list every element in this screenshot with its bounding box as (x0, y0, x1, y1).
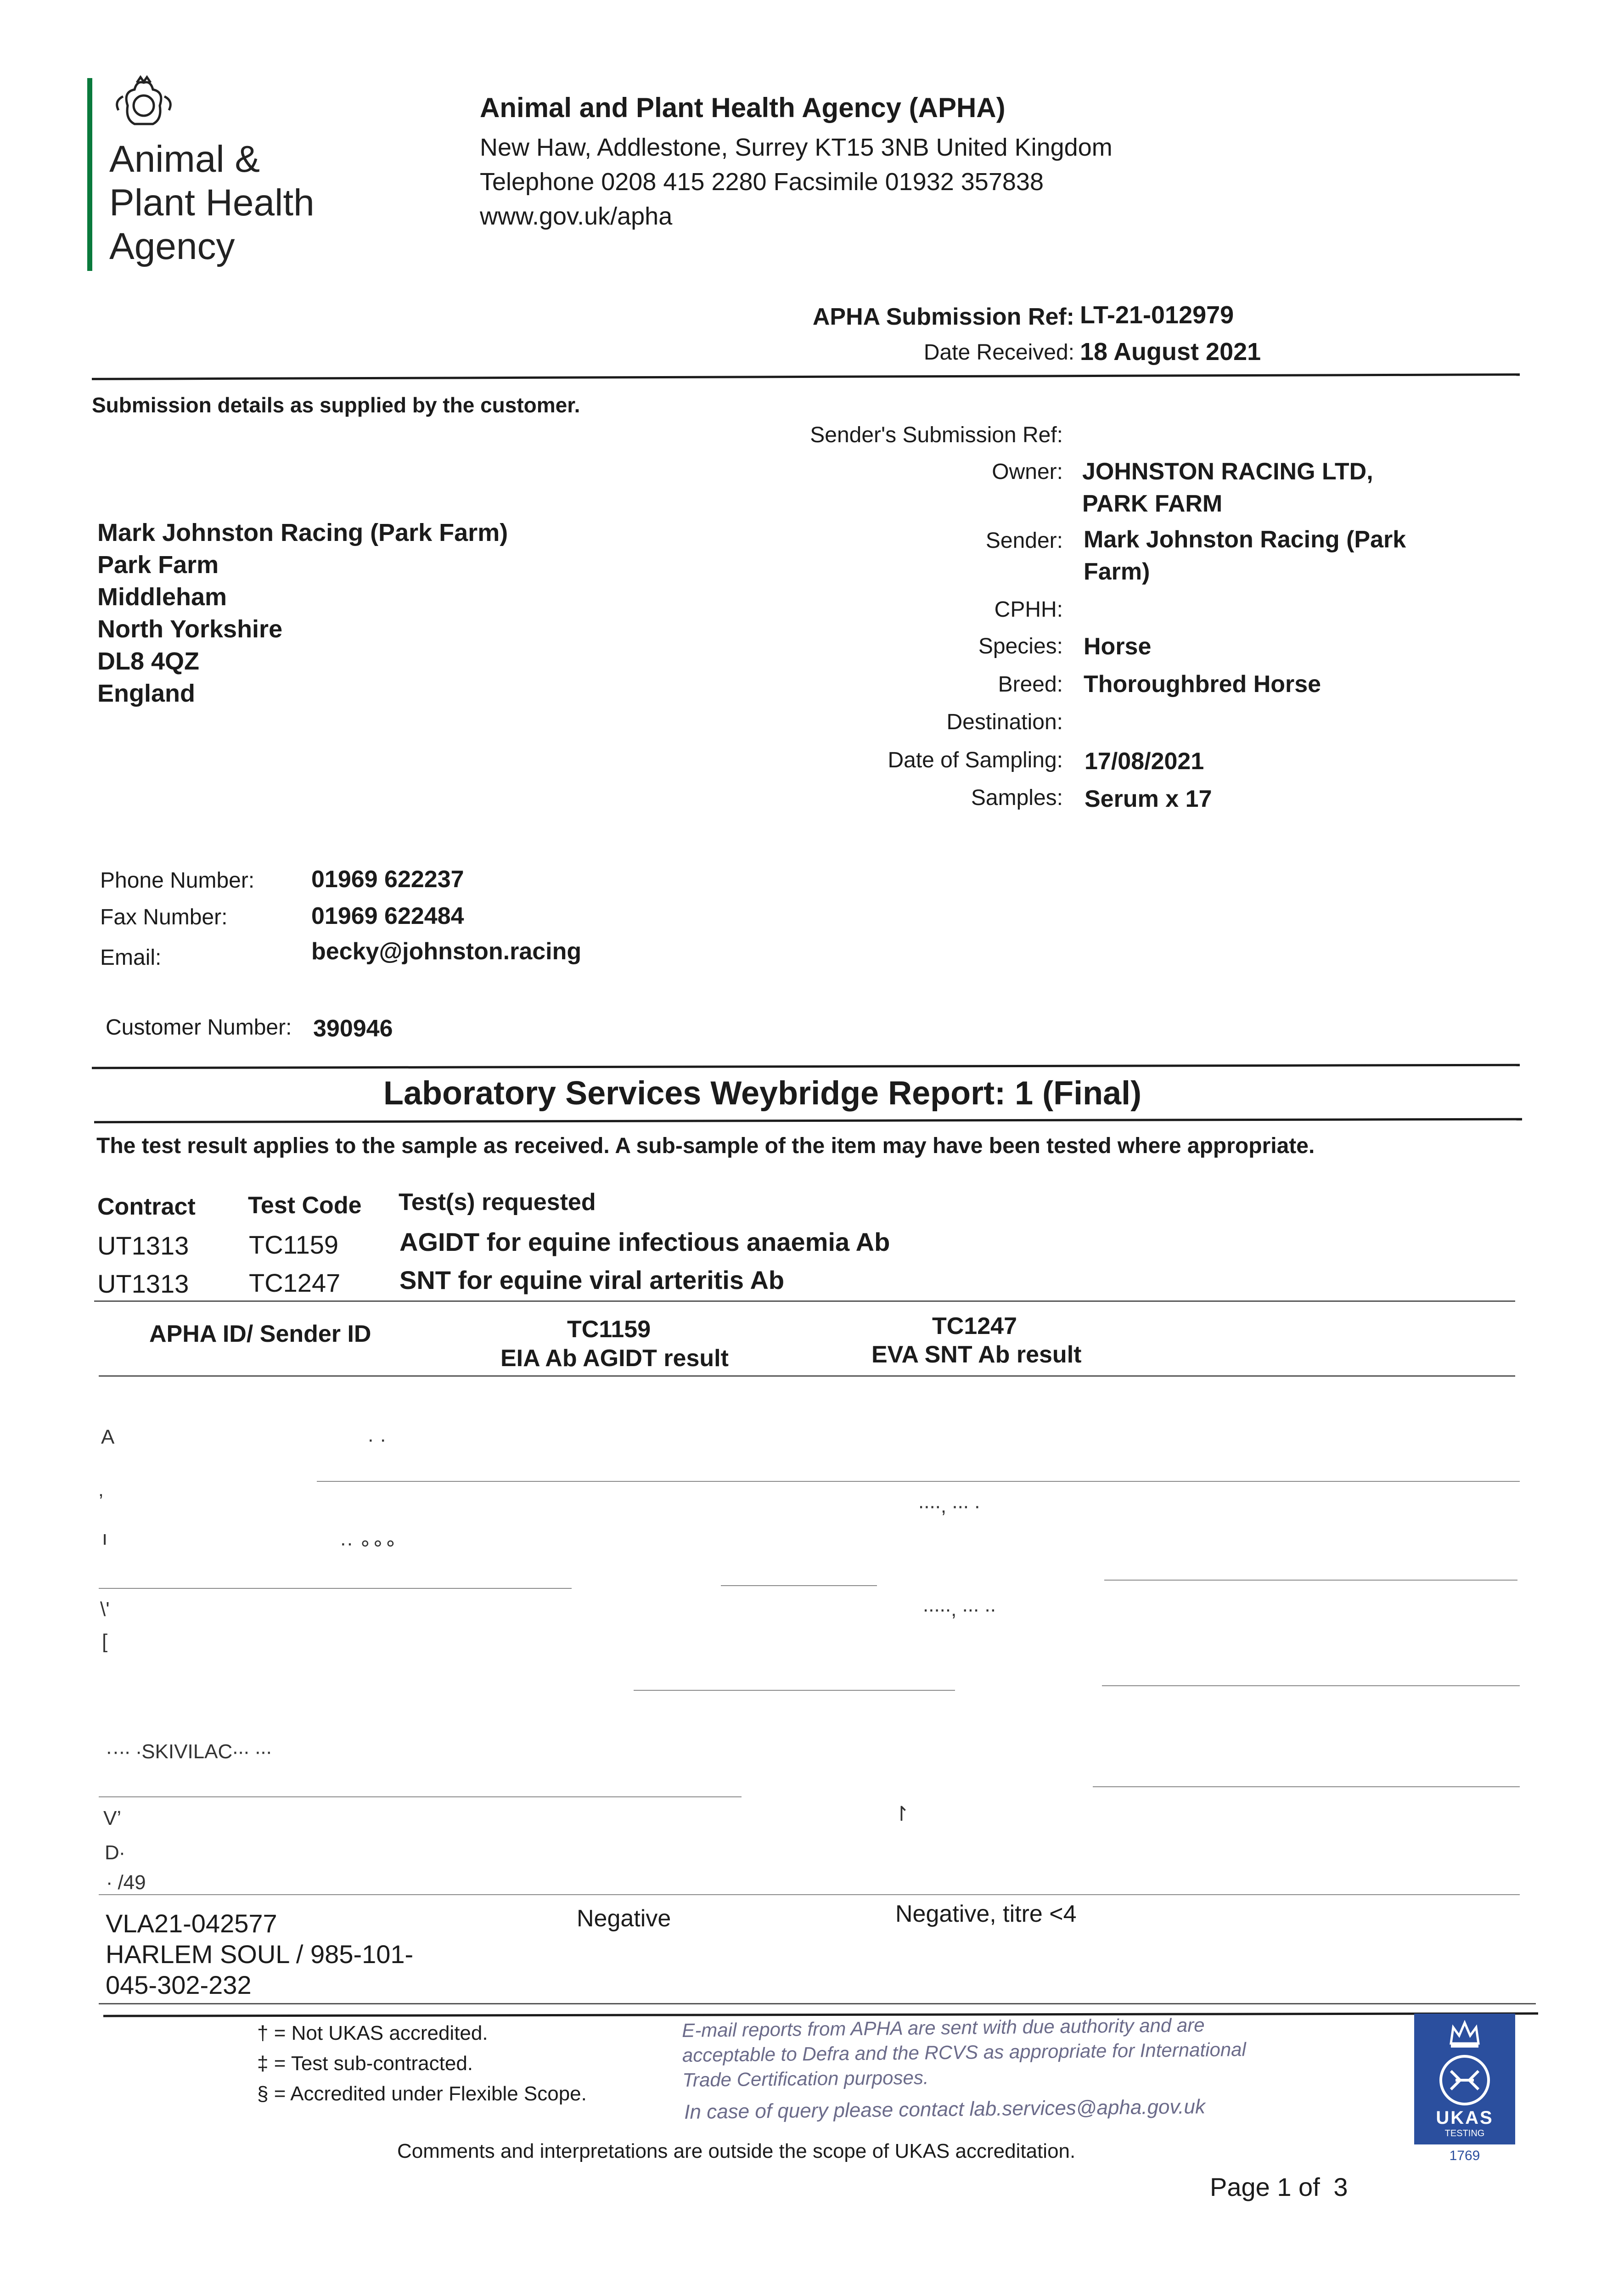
report-title: Laboratory Services Weybridge Report: 1 (Final) (383, 1075, 1142, 1112)
test-name: AGIDT for equine infectious anaemia Ab (399, 1227, 890, 1256)
sender-value-1: Mark Johnston Racing (Park (1084, 526, 1406, 553)
cphh-label: CPHH: (994, 597, 1063, 622)
customer-number-value: 390946 (313, 1015, 393, 1042)
logo-line-1: Animal & (109, 138, 260, 180)
address-line: Mark Johnston Racing (Park Farm) (97, 519, 508, 546)
breed-label: Breed: (998, 672, 1063, 697)
senders-ref-label: Sender's Submission Ref: (810, 423, 1063, 447)
ukas-emblem-icon (1437, 2053, 1492, 2108)
species-value: Horse (1084, 633, 1152, 660)
owner-value-1: JOHNSTON RACING LTD, (1082, 458, 1373, 485)
row-separator (317, 1481, 1520, 1482)
owner-value-2: PARK FARM (1082, 490, 1223, 517)
agency-logo (87, 73, 344, 276)
row-separator (1102, 1685, 1520, 1686)
redacted-fragment: A (101, 1426, 115, 1448)
result-id-line-2: HARLEM SOUL / 985-101- (106, 1940, 414, 1969)
email-note-line: E-mail reports from APHA are sent with due authority and are (682, 2014, 1205, 2041)
customer-address (97, 517, 508, 709)
fax-value: 01969 622484 (311, 903, 464, 929)
redacted-fragment: ↾ (893, 1803, 910, 1825)
logo-line-3: Agency (109, 225, 235, 267)
row-separator (99, 1894, 1520, 1895)
redacted-fragment: [ (102, 1630, 108, 1653)
date-received-value: 18 August 2021 (1080, 338, 1261, 366)
redacted-fragment: V’ (103, 1807, 122, 1829)
agency-address: New Haw, Addlestone, Surrey KT15 3NB United Kingdom (480, 134, 1113, 161)
comments-note: Comments and interpretations are outside the scope of UKAS accreditation. (397, 2140, 1076, 2162)
results-header-col2-code: TC1247 (932, 1313, 1017, 1339)
result-row (106, 1901, 1520, 1999)
result-eia: Negative (577, 1905, 671, 1932)
owner-label: Owner: (992, 460, 1063, 484)
redacted-fragment: ∙∙∙∙∙, ∙∙∙ ∙∙ (923, 1598, 996, 1621)
row-separator (721, 1585, 877, 1586)
result-eva: Negative, titre <4 (895, 1901, 1077, 1927)
address-line: Park Farm (97, 551, 219, 579)
sender-value-2: Farm) (1084, 558, 1150, 585)
divider-report-top (92, 1064, 1520, 1069)
sampling-label: Date of Sampling: (888, 748, 1063, 772)
test-name: SNT for equine viral arteritis Ab (399, 1266, 785, 1294)
redacted-fragment: D∙ (105, 1841, 125, 1864)
email-note (682, 2012, 1247, 2093)
divider-report-bottom (94, 1118, 1522, 1124)
submission-intro: Submission details as supplied by the customer. (92, 393, 580, 417)
tests-header-code: Test Code (248, 1192, 362, 1219)
species-label: Species: (978, 634, 1063, 658)
row-separator (99, 1588, 572, 1589)
results-header-col1-name: EIA Ab AGIDT result (500, 1345, 729, 1372)
report-note: The test result applies to the sample as received. A sub-sample of the item may have been tested where appropriate. (96, 1134, 1315, 1158)
redacted-fragment: · · (367, 1428, 387, 1451)
legend-item: ‡ = Test sub-contracted. (257, 2052, 473, 2075)
fax-label: Fax Number: (100, 905, 228, 929)
submission-ref-value: LT-21-012979 (1080, 301, 1234, 329)
agency-name: Animal and Plant Health Agency (APHA) (480, 92, 1006, 123)
row-separator (1093, 1786, 1520, 1787)
redacted-fragment: ı (102, 1527, 108, 1549)
row-separator (634, 1690, 955, 1691)
logo-green-bar (87, 78, 92, 271)
row-separator (1104, 1580, 1517, 1581)
query-note: In case of query please contact lab.services@apha.gov.uk (684, 2095, 1206, 2123)
redacted-fragment: \' (100, 1598, 110, 1621)
sampling-value: 17/08/2021 (1085, 748, 1204, 775)
page-label: Page 1 of (1210, 2172, 1320, 2201)
test-code: TC1247 (249, 1268, 341, 1297)
address-line: England (97, 680, 195, 707)
legend-item: † = Not UKAS accredited. (257, 2022, 488, 2044)
divider-results-top (94, 1300, 1515, 1302)
test-contract: UT1313 (97, 1231, 189, 1260)
row-separator (99, 1796, 742, 1797)
test-row (97, 1265, 1475, 1302)
redacted-fragment: ·· ∘∘∘ (340, 1532, 397, 1554)
test-row (97, 1227, 1475, 1264)
results-header-col1-code: TC1159 (567, 1316, 651, 1343)
ukas-badge (1414, 2014, 1515, 2144)
breed-value: Thoroughbred Horse (1084, 671, 1321, 698)
result-id-line-1: VLA21-042577 (106, 1909, 277, 1938)
redacted-fragment: ∙∙∙∙, ∙∙∙ ∙ (918, 1495, 980, 1517)
samples-label: Samples: (971, 786, 1063, 810)
tests-header-requested: Test(s) requested (399, 1189, 596, 1216)
divider-top (92, 373, 1520, 380)
phone-value: 01969 622237 (311, 866, 464, 893)
result-id-line-3: 045-302-232 (106, 1970, 252, 1999)
redacted-fragment: ··∙∙ ∙SKIVILAC∙∙∙ ∙∙∙ (106, 1740, 272, 1763)
email-label: Email: (100, 945, 162, 970)
page-total: 3 (1333, 2172, 1348, 2201)
phone-label: Phone Number: (100, 868, 255, 893)
date-received-label: Date Received: (923, 340, 1074, 365)
divider-results-header (99, 1375, 1515, 1377)
redacted-fragment: ’ (99, 1490, 103, 1513)
customer-number-label: Customer Number: (106, 1015, 292, 1040)
email-value: becky@johnston.racing (311, 938, 582, 965)
results-header-col2-name: EVA SNT Ab result (871, 1341, 1082, 1368)
destination-label: Destination: (946, 710, 1063, 734)
address-line: DL8 4QZ (97, 647, 200, 675)
legend (257, 2018, 587, 2109)
ukas-sub: TESTING (1444, 2128, 1485, 2138)
submission-ref-label: APHA Submission Ref: (812, 304, 1074, 330)
test-code: TC1159 (249, 1230, 339, 1259)
redacted-fragment: ∙ /49 (107, 1871, 146, 1894)
crown-icon (1446, 2018, 1483, 2050)
legend-item: § = Accredited under Flexible Scope. (257, 2082, 587, 2105)
test-contract: UT1313 (97, 1269, 189, 1298)
sender-label: Sender: (985, 529, 1063, 553)
agency-phones: Telephone 0208 415 2280 Facsimile 01932 357838 (480, 168, 1044, 196)
divider-results-bottom (99, 2003, 1536, 2004)
royal-crest-icon (109, 73, 178, 133)
logo-line-2: Plant Health (109, 182, 315, 224)
address-line: Middleham (97, 583, 227, 611)
results-header-id: APHA ID/ Sender ID (149, 1321, 371, 1347)
agency-website: www.gov.uk/apha (480, 203, 673, 230)
email-note-line: Trade Certification purposes. (682, 2066, 929, 2091)
email-note-line: acceptable to Defra and the RCVS as appropriate for International (682, 2038, 1247, 2066)
tests-header-contract: Contract (97, 1193, 196, 1220)
ukas-number: 1769 (1449, 2148, 1480, 2163)
ukas-text: UKAS (1436, 2108, 1494, 2128)
address-line: North Yorkshire (97, 615, 283, 643)
page-indicator (1210, 2172, 1348, 2202)
samples-value: Serum x 17 (1085, 786, 1212, 812)
